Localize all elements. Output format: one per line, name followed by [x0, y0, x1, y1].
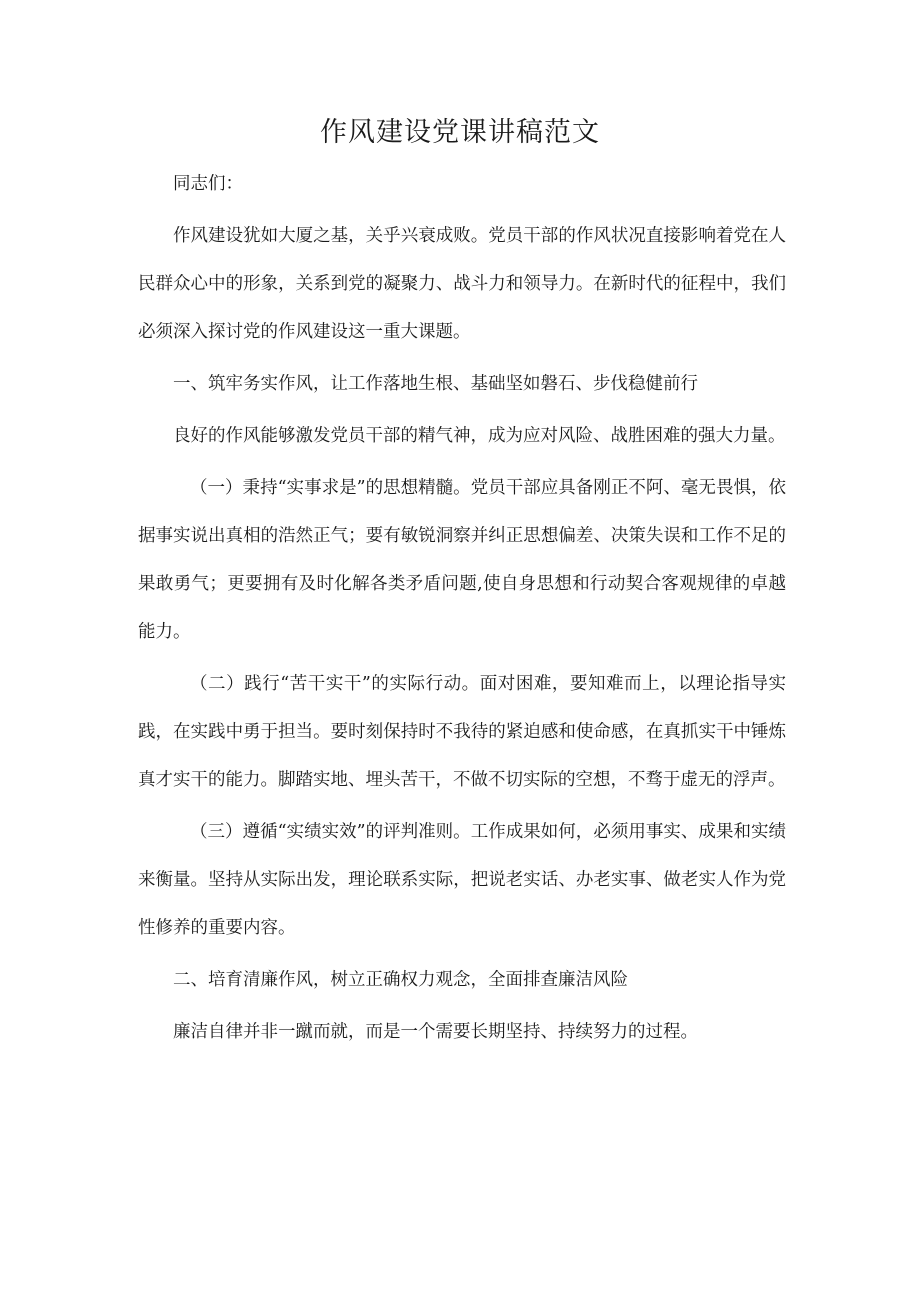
section-1-item-2-paragraph: （二）践行“苦干实干”的实际行动。面对困难，要知难而上，以理论指导实践，在实践中勇于担当。要时刻保持时不我待的紧迫感和使命感，在真抓实干中锤炼真才实干的能力。脚踏实地、埋头苦干，不做不切实际的空想，不骛于虚无的浮声。: [138, 674, 786, 790]
section-1-item-1-paragraph: （一）秉持“实事求是”的思想精髓。党员干部应具备刚正不阿、毫无畏惧，依据事实说出真相的浩然正气；要有敏锐洞察并纠正思想偏差、决策失误和工作不足的果敢勇气；更要拥有及时化解各类矛盾问题,使自身思想和行动契合客观规律的卓越能力。: [138, 478, 786, 642]
document-body: [138, 160, 786, 1056]
section-1-heading: 一、筑牢务实作风，让工作落地生根、基础坚如磐石、步伐稳健前行: [173, 374, 698, 394]
document-title: 作风建设党课讲稿范文: [320, 117, 600, 148]
greeting-paragraph: 同志们：: [173, 174, 243, 194]
section-1-intro-paragraph: 良好的作风能够激发党员干部的精气神，成为应对风险、战胜困难的强大力量。: [173, 426, 786, 446]
intro-paragraph: 作风建设犹如大厦之基，关乎兴衰成败。党员干部的作风状况直接影响着党在人民群众心中的形象，关系到党的凝聚力、战斗力和领导力。在新时代的征程中，我们必须深入探讨党的作风建设这一重大课题。: [138, 226, 786, 342]
section-2-intro-paragraph: 廉洁自律并非一蹴而就，而是一个需要长期坚持、持续努力的过程。: [173, 1022, 698, 1042]
section-1-item-3-paragraph: （三）遵循“实绩实效”的评判准则。工作成果如何，必须用事实、成果和实绩来衡量。坚持从实际出发，理论联系实际，把说老实话、办老实事、做老实人作为党性修养的重要内容。: [138, 822, 786, 938]
section-2-heading: 二、培育清廉作风，树立正确权力观念，全面排查廉洁风险: [173, 970, 628, 990]
